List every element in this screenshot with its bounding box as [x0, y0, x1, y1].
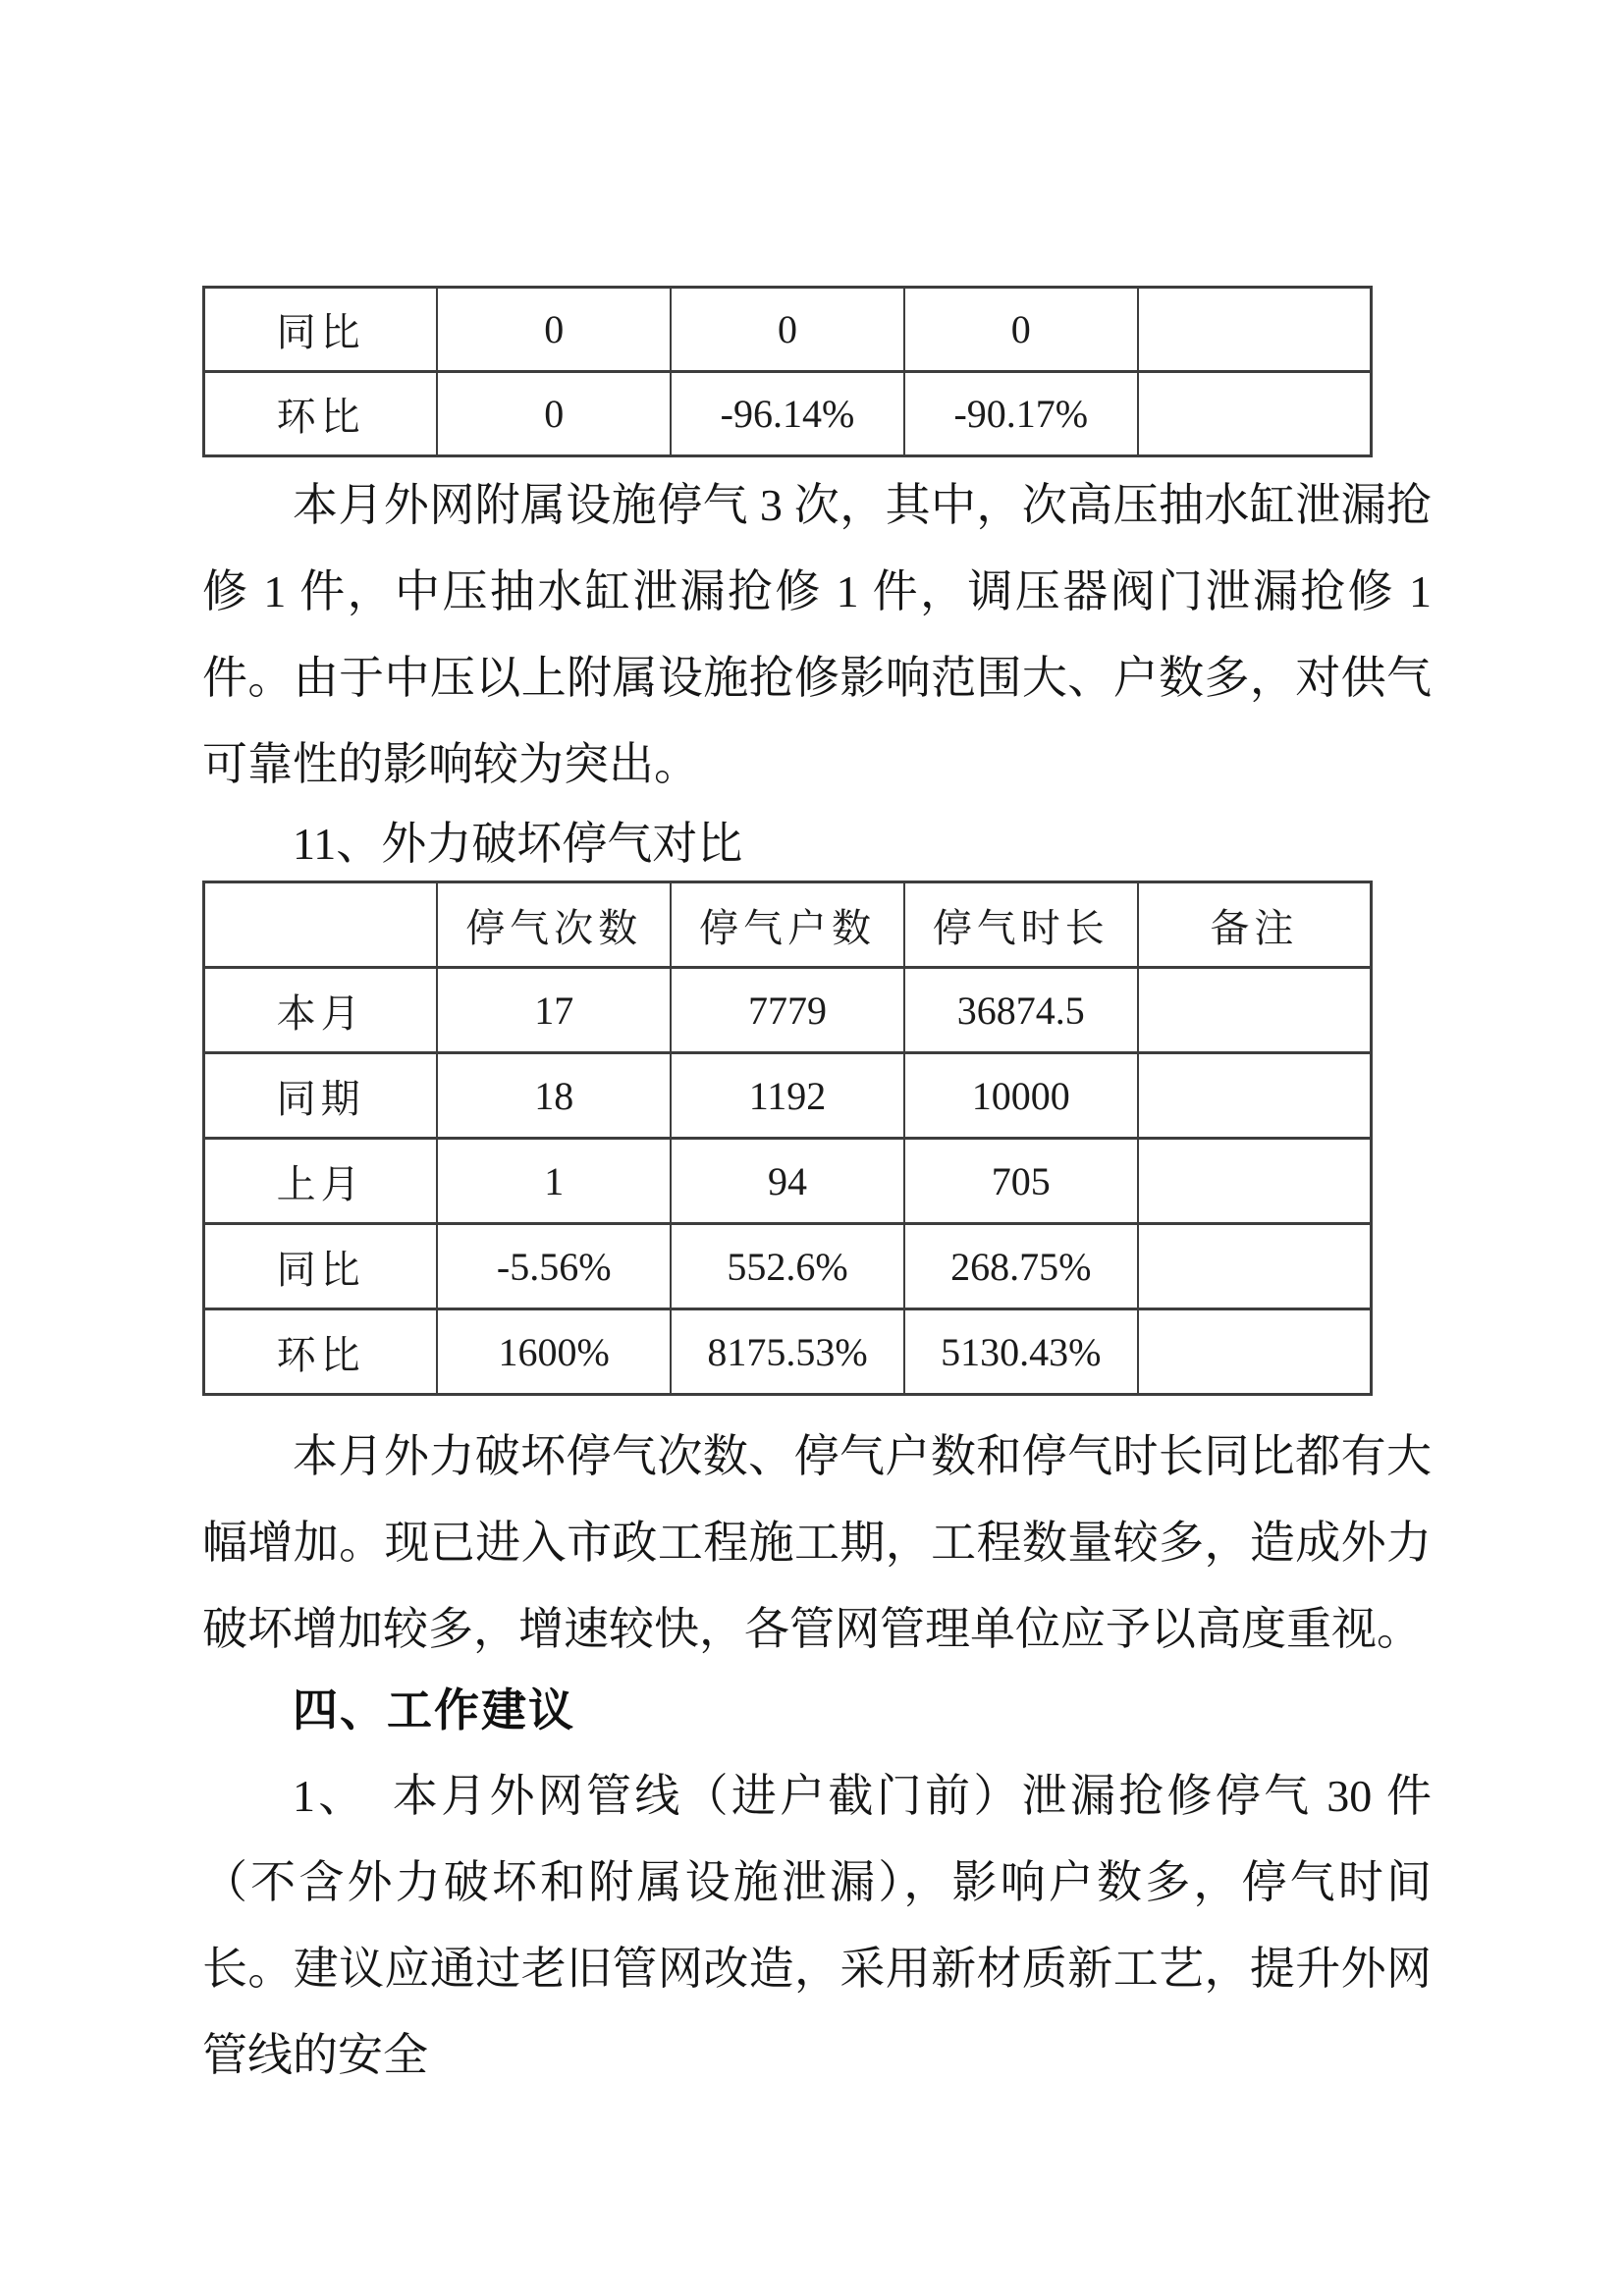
external-damage-comparison-table [202, 881, 1373, 1396]
cell-last-month-count: 1 [437, 1139, 671, 1224]
header-remarks: 备注 [1138, 882, 1372, 968]
row-label-mom: 环比 [204, 372, 438, 456]
cell-mom-note [1138, 372, 1372, 456]
cell-yoy-households: 0 [671, 288, 904, 372]
table-row-same-period [204, 1053, 1372, 1139]
cell-yoy-note [1138, 288, 1372, 372]
cell-last-month-households: 94 [671, 1139, 904, 1224]
paragraph-attachment-outages: 本月外网附属设施停气 3 次，其中，次高压抽水缸泄漏抢修 1 件，中压抽水缸泄漏抢修 1 件，调压器阀门泄漏抢修 1 件。由于中压以上附属设施抢修影响范围大、户数多，对供气可靠性的影响较为突出。 [202, 480, 1432, 789]
cell-yoy-count: -5.56% [437, 1224, 671, 1309]
cell-yoy-households: 552.6% [671, 1224, 904, 1309]
cell-yoy-note [1138, 1224, 1372, 1309]
row-label-mom: 环比 [204, 1309, 438, 1395]
cell-same-period-count: 18 [437, 1053, 671, 1139]
cell-last-month-duration: 705 [904, 1139, 1138, 1224]
cell-yoy-duration: 0 [904, 288, 1138, 372]
row-label-yoy: 同比 [204, 288, 438, 372]
table-row-last-month [204, 1139, 1372, 1224]
header-outage-households: 停气户数 [671, 882, 904, 968]
row-label-yoy: 同比 [204, 1224, 438, 1309]
cell-mom-households: 8175.53% [671, 1309, 904, 1395]
paragraph-external-damage-analysis: 本月外力破坏停气次数、停气户数和停气时长同比都有大幅增加。现已进入市政工程施工期，工程数量较多，造成外力破坏增加较多，增速较快，各管网管理单位应予以高度重视。 [202, 1431, 1432, 1654]
row-label-last-month: 上月 [204, 1139, 438, 1224]
cell-mom-count: 1600% [437, 1309, 671, 1395]
section-heading-work-suggestions: 四、工作建议 [293, 1684, 575, 1735]
carryover-comparison-table [202, 286, 1373, 457]
cell-last-month-note [1138, 1139, 1372, 1224]
cell-current-duration: 36874.5 [904, 968, 1138, 1053]
table-row-current-month [204, 968, 1372, 1053]
cell-mom-duration: 5130.43% [904, 1309, 1138, 1395]
cell-same-period-note [1138, 1053, 1372, 1139]
cell-same-period-households: 1192 [671, 1053, 904, 1139]
paragraph-suggestion-1: 1、 本月外网管线（进户截门前）泄漏抢修停气 30 件（不含外力破坏和附属设施泄漏），影响户数多，停气时间长。建议应通过老旧管网改造，采用新材质新工艺，提升外网管线的安全 [202, 1771, 1432, 2080]
row-label-same-period: 同期 [204, 1053, 438, 1139]
cell-current-households: 7779 [671, 968, 904, 1053]
cell-current-note [1138, 968, 1372, 1053]
row-label-current-month: 本月 [204, 968, 438, 1053]
table-row-yoy [204, 288, 1372, 372]
table-header-row [204, 882, 1372, 968]
header-blank [204, 882, 438, 968]
cell-mom-duration: -90.17% [904, 372, 1138, 456]
cell-same-period-duration: 10000 [904, 1053, 1138, 1139]
cell-mom-note [1138, 1309, 1372, 1395]
cell-yoy-count: 0 [437, 288, 671, 372]
cell-mom-count: 0 [437, 372, 671, 456]
cell-current-count: 17 [437, 968, 671, 1053]
cell-mom-households: -96.14% [671, 372, 904, 456]
table-row-mom [204, 1309, 1372, 1395]
cell-yoy-duration: 268.75% [904, 1224, 1138, 1309]
section-heading-external-damage: 11、外力破坏停气对比 [293, 819, 743, 869]
header-outage-count: 停气次数 [437, 882, 671, 968]
table-row-yoy [204, 1224, 1372, 1309]
table-row-mom [204, 372, 1372, 456]
header-outage-duration: 停气时长 [904, 882, 1138, 968]
